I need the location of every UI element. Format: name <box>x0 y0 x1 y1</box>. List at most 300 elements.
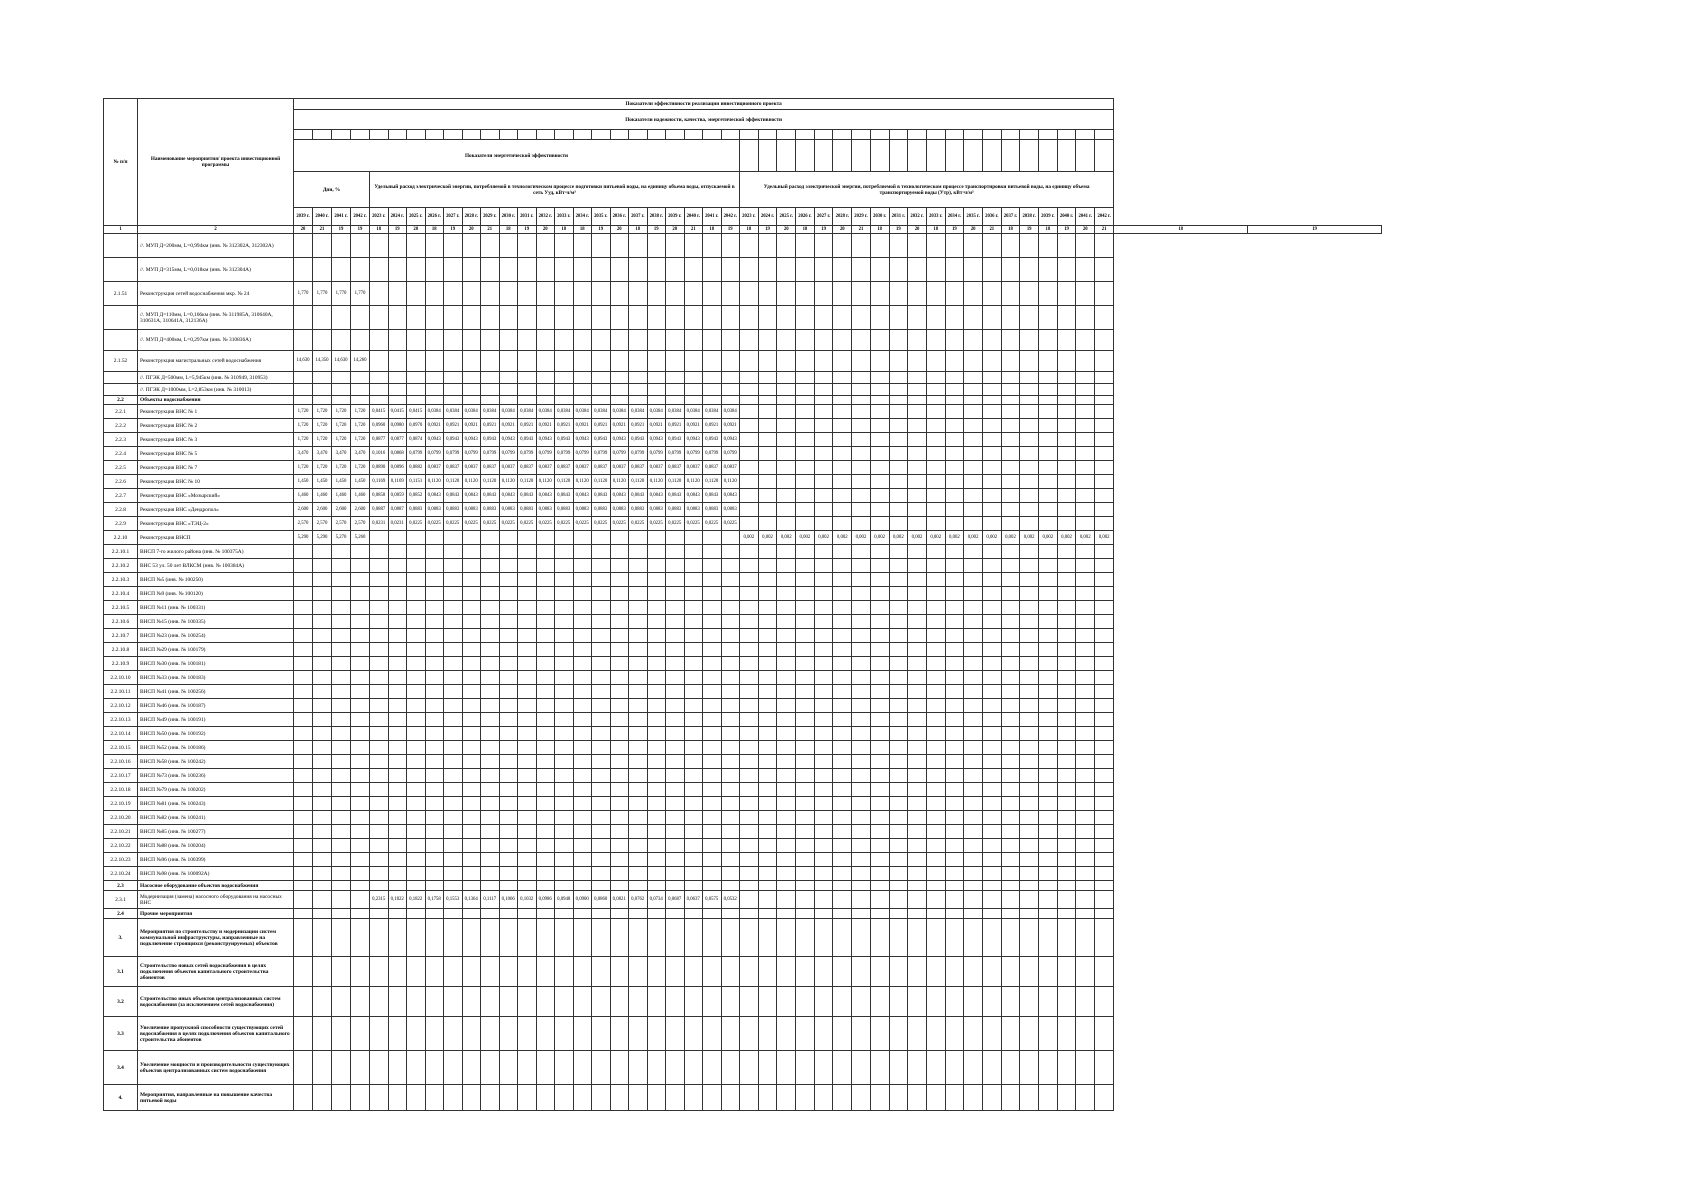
spec2-value <box>740 825 759 839</box>
row-name: Реконструкция ВНС № 10 <box>138 475 294 489</box>
spec1-value <box>610 330 629 351</box>
spec1-value <box>370 741 389 755</box>
spec2-value <box>1076 643 1095 657</box>
spec2-value <box>945 713 964 727</box>
spec2-value <box>889 825 908 839</box>
spec1-value: 0,1758 <box>425 891 444 909</box>
spec1-value: 0,0225 <box>444 517 463 531</box>
spec1-value <box>703 685 722 699</box>
loss-value <box>294 685 313 699</box>
spec2-value <box>852 419 871 433</box>
spec2-value <box>1039 783 1058 797</box>
spec1-value <box>481 1051 500 1085</box>
loss-value: 1,770 <box>332 282 351 306</box>
spec2-value <box>889 713 908 727</box>
spec2-value <box>889 372 908 384</box>
spec2-value <box>758 396 777 405</box>
spec1-value <box>610 1017 629 1051</box>
spec1-value <box>573 1051 592 1085</box>
spec1-value: 0,0943 <box>629 433 648 447</box>
spec1-value <box>592 987 611 1017</box>
spec2-value <box>852 891 871 909</box>
blank-header-cell <box>758 130 777 140</box>
spec2-value <box>1001 545 1020 559</box>
spec2-value <box>1001 587 1020 601</box>
spec1-value <box>684 601 703 615</box>
spec1-value <box>684 629 703 643</box>
spec1-value: 0,0883 <box>555 503 574 517</box>
spec2-value <box>908 867 927 881</box>
row-name: Увеличение мощности и производительности существующих объектов централизованных систем водоснабжения <box>138 1051 294 1085</box>
spec1-value <box>518 234 537 258</box>
table-row <box>104 909 1382 919</box>
spec1-value: 0,0384 <box>536 405 555 419</box>
spec2-value: 0,002 <box>870 531 889 545</box>
spec1-value <box>444 909 463 919</box>
energy-title: Показатели энергетической эффективности <box>294 140 740 172</box>
spec1-value <box>721 867 740 881</box>
spec2-value <box>1039 643 1058 657</box>
spec2-value <box>1020 433 1039 447</box>
blank-header-cell <box>889 140 908 172</box>
loss-value <box>313 769 332 783</box>
loss-value <box>332 330 351 351</box>
spec2-value <box>1020 783 1039 797</box>
row-name: Мероприятия, направленные на повышение качества питьевой воды <box>138 1085 294 1111</box>
blank-header-cell <box>1020 130 1039 140</box>
row-number: 2.2.10.13 <box>104 713 138 727</box>
spec2-value <box>870 699 889 713</box>
spec2-value <box>908 741 927 755</box>
spec1-value <box>462 741 481 755</box>
spec1-value: 0,1169 <box>370 475 389 489</box>
spec2-value <box>870 797 889 811</box>
spec2-value <box>964 601 983 615</box>
spec2-value: 0,002 <box>1095 531 1114 545</box>
spec1-value <box>536 531 555 545</box>
spec1-value <box>388 351 407 372</box>
year-header: 2026 г. <box>796 208 815 226</box>
loss-value <box>294 919 313 957</box>
spec1-value <box>425 384 444 396</box>
spec2-value <box>982 351 1001 372</box>
year-header: 2026 г. <box>425 208 444 226</box>
spec2-value <box>758 713 777 727</box>
spec1-value <box>666 839 685 853</box>
spec2-value <box>1020 234 1039 258</box>
spec2-value <box>777 517 796 531</box>
spec2-value <box>870 919 889 957</box>
row-name: Реконструкция сетей водоснабжения мкр. № 24 <box>138 282 294 306</box>
spec2-value <box>889 601 908 615</box>
spec1-value <box>703 531 722 545</box>
spec2-value <box>852 811 871 825</box>
spec1-value <box>703 987 722 1017</box>
spec1-value: 0,0883 <box>647 503 666 517</box>
loss-value: 1,720 <box>313 405 332 419</box>
spec2-value <box>889 685 908 699</box>
spec1-value <box>684 384 703 396</box>
spec1-value <box>703 699 722 713</box>
reliability-title: Показатели надежности, качества, энергетической эффективности <box>294 110 1114 130</box>
row-name: ВНСП №30 (инв. № 100181) <box>138 657 294 671</box>
spec1-value <box>647 330 666 351</box>
spec2-value <box>1076 351 1095 372</box>
spec2-value: 0,002 <box>814 531 833 545</box>
spec2-value <box>1057 384 1076 396</box>
spec2-value <box>889 811 908 825</box>
spec2-value <box>814 713 833 727</box>
spec1-value <box>666 699 685 713</box>
spec1-value <box>629 909 648 919</box>
spec1-value <box>407 1085 426 1111</box>
loss-value <box>332 671 351 685</box>
row-number: 2.4 <box>104 909 138 919</box>
spec1-value <box>388 699 407 713</box>
spec1-value <box>721 531 740 545</box>
spec1-value: 0,1120 <box>573 475 592 489</box>
spec1-value <box>555 909 574 919</box>
spec1-value: 0,0887 <box>370 503 389 517</box>
spec2-value <box>740 909 759 919</box>
spec1-value <box>703 727 722 741</box>
loss-value <box>351 957 370 987</box>
spec1-value <box>666 987 685 1017</box>
column-number: 21 <box>982 226 1001 234</box>
spec1-value <box>592 657 611 671</box>
spec1-value <box>425 545 444 559</box>
loss-value: 3,470 <box>351 447 370 461</box>
loss-value <box>313 559 332 573</box>
spec2-value <box>908 615 927 629</box>
spec2-value <box>1076 282 1095 306</box>
loss-value: 1,720 <box>294 461 313 475</box>
spec2-value <box>852 699 871 713</box>
spec1-value <box>610 671 629 685</box>
spec2-value <box>889 447 908 461</box>
spec1-value <box>647 881 666 891</box>
spec1-value <box>481 741 500 755</box>
column-number: 21 <box>313 226 332 234</box>
spec2-value <box>1057 1051 1076 1085</box>
column-number: 19 <box>647 226 666 234</box>
blank-header-cell <box>777 130 796 140</box>
spec1-value <box>536 727 555 741</box>
spec2-value <box>908 489 927 503</box>
spec2-value <box>758 587 777 601</box>
spec1-value: 0,0883 <box>444 503 463 517</box>
spec2-value <box>1039 461 1058 475</box>
spec2-value <box>1001 433 1020 447</box>
spec1-value <box>629 372 648 384</box>
spec1-value <box>536 957 555 987</box>
spec1-value <box>666 587 685 601</box>
table-row <box>104 919 1382 957</box>
loss-value <box>313 919 332 957</box>
spec1-value <box>370 258 389 282</box>
spec1-value: 0,0921 <box>536 419 555 433</box>
loss-value <box>332 601 351 615</box>
spec2-value <box>1039 234 1058 258</box>
spec2-value: 0,002 <box>1039 531 1058 545</box>
spec2-value <box>758 783 777 797</box>
spec2-value <box>1039 699 1058 713</box>
spec2-value <box>926 517 945 531</box>
spec2-value <box>758 433 777 447</box>
spec1-value <box>425 919 444 957</box>
row-name: ВНСП №11 (инв. № 100331) <box>138 601 294 615</box>
spec2-value <box>1057 909 1076 919</box>
spec2-value <box>1076 769 1095 783</box>
spec1-value <box>610 643 629 657</box>
spec1-value <box>684 797 703 811</box>
row-name: Реконструкция ВНС № 5 <box>138 447 294 461</box>
row-number: 2.2.10.5 <box>104 601 138 615</box>
spec1-value <box>721 657 740 671</box>
spec2-value <box>1039 419 1058 433</box>
spec2-value <box>1057 587 1076 601</box>
spec1-value: 0,0921 <box>481 419 500 433</box>
spec1-value <box>425 783 444 797</box>
spec1-value <box>499 825 518 839</box>
row-name: Мероприятия по строительству и модернизации систем коммунальной инфраструктуры, направленные на подключение строящихся (реконструируемых) объектов <box>138 919 294 957</box>
spec1-value <box>518 727 537 741</box>
spec1-value <box>647 811 666 825</box>
spec2-value <box>796 909 815 919</box>
spec2-value <box>852 769 871 783</box>
spec2-value <box>740 351 759 372</box>
spec1-value <box>370 685 389 699</box>
spec1-value <box>388 643 407 657</box>
spec2-value <box>758 517 777 531</box>
spec1-value <box>684 755 703 769</box>
spec2-value <box>982 797 1001 811</box>
spec2-value <box>758 1017 777 1051</box>
spec2-value <box>833 573 852 587</box>
spec1-value <box>407 559 426 573</box>
spec1-value <box>388 685 407 699</box>
spec1-value <box>444 234 463 258</box>
loss-value <box>351 867 370 881</box>
spec1-value <box>629 587 648 601</box>
spec1-value <box>444 1051 463 1085</box>
spec2-value <box>1020 671 1039 685</box>
spec2-value <box>1001 405 1020 419</box>
row-name: //. МУП Д=200мм, L=0,994км (инв. № 312302А, 312302А) <box>138 234 294 258</box>
spec2-value <box>870 234 889 258</box>
spec1-value <box>388 1017 407 1051</box>
spec2-value <box>964 755 983 769</box>
spec2-value <box>908 657 927 671</box>
row-name: Реконструкция ВНС «Дендропол» <box>138 503 294 517</box>
spec1-value <box>555 853 574 867</box>
spec1-value <box>518 531 537 545</box>
spec2-value <box>777 447 796 461</box>
spec2-value <box>852 881 871 891</box>
spec2-value <box>833 909 852 919</box>
spec2-value <box>870 987 889 1017</box>
spec2-value <box>982 396 1001 405</box>
spec2-value <box>814 351 833 372</box>
spec2-value <box>926 503 945 517</box>
spec1-value <box>536 713 555 727</box>
spec2-value <box>833 405 852 419</box>
loss-value <box>313 891 332 909</box>
spec2-value <box>1001 643 1020 657</box>
blank-header-cell <box>536 130 555 140</box>
spec1-value <box>647 987 666 1017</box>
spec2-value <box>889 282 908 306</box>
blank-header-cell <box>444 130 463 140</box>
loss-value <box>332 1085 351 1111</box>
spec1-value <box>647 234 666 258</box>
loss-value <box>294 713 313 727</box>
loss-value <box>313 755 332 769</box>
spec2-value <box>1057 671 1076 685</box>
spec2-value <box>1057 282 1076 306</box>
spec2-value <box>1076 987 1095 1017</box>
loss-value <box>351 559 370 573</box>
spec2-value <box>1020 867 1039 881</box>
row-number: 2.2.10.17 <box>104 769 138 783</box>
loss-value <box>313 1051 332 1085</box>
spec1-value: 0,0637 <box>684 891 703 909</box>
spec1-value <box>703 573 722 587</box>
loss-value <box>294 615 313 629</box>
spec2-value <box>1057 419 1076 433</box>
spec1-value: 0,0837 <box>499 461 518 475</box>
spec1-value <box>573 825 592 839</box>
row-name: ВНСП №79 (инв. № 100202) <box>138 783 294 797</box>
spec1-value: 0,0921 <box>684 419 703 433</box>
spec2-value <box>1057 433 1076 447</box>
row-number: 2.2.10.11 <box>104 685 138 699</box>
column-number: 18 <box>370 226 389 234</box>
spec1-value <box>647 1017 666 1051</box>
year-header: 2023 г. <box>370 208 389 226</box>
spec2-value <box>814 685 833 699</box>
row-number: 2.2.4 <box>104 447 138 461</box>
column-number: 19 <box>945 226 964 234</box>
spec1-value <box>610 351 629 372</box>
spec1-value <box>425 671 444 685</box>
spec1-value: 0,0821 <box>610 891 629 909</box>
spec1-value: 0,0799 <box>425 447 444 461</box>
spec2-value <box>1057 306 1076 330</box>
spec2-value <box>814 909 833 919</box>
spec1-value: 0,0948 <box>555 891 574 909</box>
year-header: 2030 г. <box>499 208 518 226</box>
loss-value <box>294 891 313 909</box>
spec1-value <box>684 919 703 957</box>
spec2-value <box>964 783 983 797</box>
spec2-value <box>964 384 983 396</box>
spec1-value <box>610 657 629 671</box>
spec1-value <box>370 1085 389 1111</box>
loss-value <box>313 825 332 839</box>
spec2-value <box>740 671 759 685</box>
spec1-value <box>462 258 481 282</box>
row-name: Увеличение пропускной способности существующих сетей водоснабжения в целях подключения объектов капитального строительства абонентов <box>138 1017 294 1051</box>
spec2-value <box>777 258 796 282</box>
spec2-value <box>833 919 852 957</box>
spec2-value <box>814 330 833 351</box>
spec1-value <box>444 643 463 657</box>
spec2-value <box>982 891 1001 909</box>
table-row <box>104 783 1382 797</box>
spec1-value <box>499 372 518 384</box>
loss-value <box>332 1017 351 1051</box>
spec2-value <box>1057 475 1076 489</box>
spec1-value <box>536 258 555 282</box>
spec2-value <box>926 433 945 447</box>
spec2-value <box>814 282 833 306</box>
blank-header-cell <box>1076 130 1095 140</box>
spec2-value <box>796 396 815 405</box>
spec2-value <box>1020 699 1039 713</box>
spec1-value <box>555 657 574 671</box>
loss-value <box>332 811 351 825</box>
blank-header-cell <box>481 130 500 140</box>
spec1-value <box>555 396 574 405</box>
spec2-value <box>814 419 833 433</box>
spec2-value <box>1039 372 1058 384</box>
spec1-value <box>684 372 703 384</box>
spec2-value <box>982 330 1001 351</box>
spec2-value <box>945 755 964 769</box>
spec2-value <box>1001 783 1020 797</box>
spec1-value <box>536 573 555 587</box>
spec1-value <box>407 685 426 699</box>
spec2-value <box>1020 489 1039 503</box>
spec2-value <box>945 797 964 811</box>
spec1-value <box>592 384 611 396</box>
spec1-value <box>499 769 518 783</box>
spec1-value <box>721 372 740 384</box>
spec1-value <box>629 615 648 629</box>
spec1-value <box>721 587 740 601</box>
spec1-value <box>407 769 426 783</box>
spec1-value <box>388 1051 407 1085</box>
row-number <box>104 384 138 396</box>
spec1-value <box>536 685 555 699</box>
spec1-value <box>684 713 703 727</box>
spec1-value <box>407 351 426 372</box>
spec2-value <box>889 987 908 1017</box>
spec1-value: 0,0231 <box>388 517 407 531</box>
spec2-value <box>796 282 815 306</box>
spec1-value <box>370 657 389 671</box>
spec2-value <box>982 685 1001 699</box>
spec2-value <box>777 587 796 601</box>
spec1-value <box>573 601 592 615</box>
spec2-value <box>982 587 1001 601</box>
spec2-value <box>889 405 908 419</box>
spec2-value <box>1020 727 1039 741</box>
table-row <box>104 306 1382 330</box>
spec1-value <box>370 867 389 881</box>
loss-value <box>351 839 370 853</box>
spec1-value <box>518 643 537 657</box>
spec2-value <box>1020 396 1039 405</box>
spec2-value <box>1076 447 1095 461</box>
spec2-value <box>1039 713 1058 727</box>
spec2-value <box>870 447 889 461</box>
spec2-value <box>1095 372 1114 384</box>
spec1-value: 0,0921 <box>666 419 685 433</box>
spec2-value <box>926 1017 945 1051</box>
spec1-value <box>721 699 740 713</box>
